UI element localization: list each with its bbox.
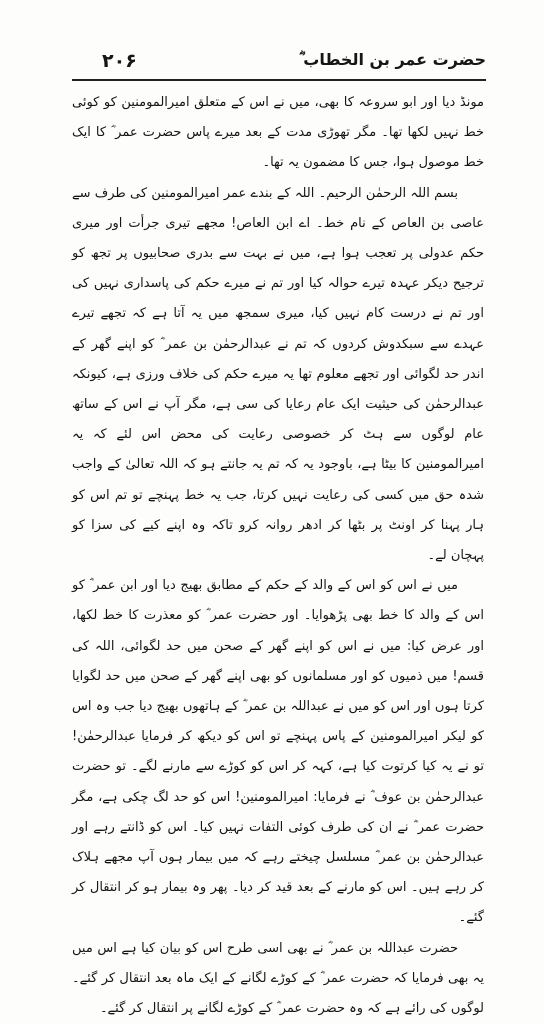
paragraph: حضرت عبداللہ بن عمر ؓ نے بھی اسی طرح اس کو بیان کیا ہے اس میں یہ بھی فرمایا کہ حضرت عمر ؓ کے کوڑے لگانے کے ایک ماہ بعد انتقال کر گئے۔ لوگوں کی رائے ہے کہ وہ حضرت عمر ؓ کے کوڑے لگانے پر انتقال کر گئے۔ <box>72 940 484 1017</box>
page-body <box>72 88 484 1024</box>
page-number: ۲۰۶ <box>102 50 137 72</box>
paragraph: میں نے اس کو اس کے والد کے حکم کے مطابق بھیج دیا اور ابن عمر ؓ کو اس کے والد کا خط بھی پڑھوایا۔ اور حضرت عمر ؓ کو معذرت کا خط لکھا، اور عرض کیا: میں نے اس کو اپنے گھر کے صحن میں حد لگوائی، اللہ کی قسم! میں ذمیوں کو اور مسلمانوں کو بھی اپنے گھر کے صحن میں حد لگوایا کرتا ہوں اور اس کو میں نے عبداللہ بن عمر ؓ کے ہاتھوں بھیج دیا جب وہ اس کو لیکر امیرالمومنین کے پاس پہنچے تو اس کو دیکھ کر فرمایا عبدالرحمٰن! تو نے یہ کیا کرتوت کیا ہے، کہہ کر اس کو کوڑے سے مارنے لگے۔ تو حضرت عبدالرحمٰن بن عوف ؓ نے فرمایا: امیرالمومنین! اس کو حد لگ چکی ہے، مگر حضرت عمر ؓ نے ان کی طرف کوئی التفات نہیں کیا۔ اس کو ڈانتے رہے اور عبدالرحمٰن بن عمر ؓ مسلسل چیختے رہے کہ میں بیمار ہوں آپ مجھے ہلاک کر رہے ہیں۔ اس کو مارنے کے بعد قید کر دیا۔ پھر وہ بیمار ہو کر انتقال کر گئے۔ <box>72 578 484 926</box>
running-title: حضرت عمر بن الخطاب ؓ <box>299 50 486 69</box>
paragraph: مونڈ دیا اور ابو سروعہ کا بھی، میں نے اس کے متعلق امیرالمومنین کو کوئی خط نہیں لکھا تھا۔ مگر تھوڑی مدت کے بعد میرے پاس حضرت عمر ؓ کا ایک خط موصول ہوا، جس کا مضمون یہ تھا۔ <box>72 95 484 171</box>
header-rule <box>72 79 486 81</box>
page-header <box>72 48 486 78</box>
paragraph: بسم اللہ الرحمٰن الرحیم۔ اللہ کے بندے عمر امیرالمومنین کی طرف سے عاصی بن العاص کے نام خط۔ اے ابن العاص! مجھے تیری جرأت اور میری حکم عدولی پر تعجب ہوا ہے، میں نے بہت سے بدری صحابیوں پر تجھ کو ترجیح دیکر عہدہ تیرے حوالہ کیا اور تم نے میرے حکم کی پاسداری نہیں کی اور تم نے درست کام نہیں کیا، میری سمجھ میں یہ آتا ہے کہ تجھے تیرے عہدے سے سبکدوش کردوں کہ تم نے عبدالرحمٰن بن عمر ؓ کو اپنے گھر کے اندر حد لگوائی اور تجھے معلوم تھا یہ میرے حکم کی خلاف ورزی ہے، کیونکہ عبدالرحمٰن کی حیثیت ایک عام رعایا کی سی ہے، مگر آپ نے اس کے ساتھ عام لوگوں سے ہٹ کر خصوصی رعایت کی محض اس لئے کہ یہ امیرالمومنین کا بیٹا ہے، باوجود یہ کہ تم یہ جانتے ہو کہ اللہ تعالیٰ کے واجب شدہ حق میں کسی کی رعایت نہیں کرتا، جب یہ خط پہنچے تو تم اس کو ہار پہنا کر اونٹ پر بٹھا کر ادھر روانہ کرو تاکہ وہ اپنے کیے کی سزا کو پہچان لے۔ <box>72 185 484 564</box>
